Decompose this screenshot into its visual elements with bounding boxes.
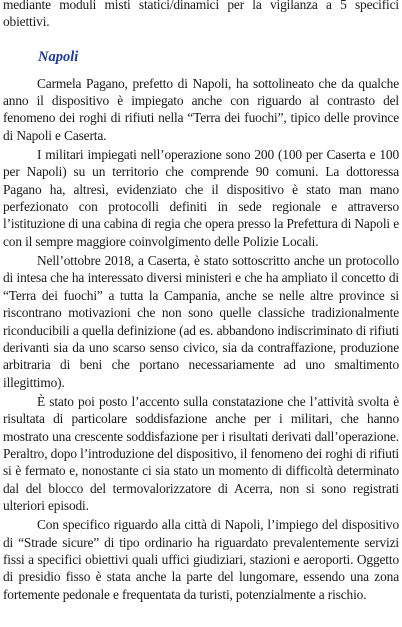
paragraph-pagano: Carmela Pagano, prefetto di Napoli, ha sottolineato che da qualche anno il dispositivo è impiegato anche con riguardo al contrasto del fenomeno dei roghi di rifiuti nella “Terra dei fuochi”, tipico delle province di Napoli e Caserta. [3, 75, 399, 143]
section-heading: Napoli [38, 48, 79, 65]
paragraph-citta-napoli: Con specifico riguardo alla città di Napoli, l’impiego del dispositivo di “Strade sicure” di tipo ordinario ha riguardato prevalentemente servizi fissi a specifici obiettivi quali uffici giudiziari, stazioni e aeroporti. Oggetto di presidio fisso è stata anche la parte del lungomare, essendo una zona fortemente pedonale e frequentata da turisti, potenzialmente a rischio. [3, 517, 399, 602]
paragraph-militari: I militari impiegati nell’operazione sono 200 (100 per Caserta e 100 per Napoli) su un territorio che comprende 90 comuni. La dottoressa Pagano ha, altresì, evidenziato che il dispositivo è stato man mano perfezionato con protocolli definiti in sede regionale e attraverso l’istituzione di una cabina di regia che opera presso la Prefettura di Napoli e con il sempre maggiore coinvolgimento delle Polizie Locali. [3, 147, 399, 249]
paragraph-ottobre-2018: Nell’ottobre 2018, a Caserta, è stato sottoscritto anche un protocollo di intesa che ha interessato diversi ministeri e che ha ampliato il concetto di “Terra dei fuochi” a tutta la Campania, anche se nelle altre province si riscontrano motivazioni che non sono quelle classiche tradizionalmente riconducibili a quella definizione (ad es. abbandono indiscriminato di rifiuti derivanti sia da uno scarso senso civico, sia da contraffazione, produzione arbitraria di beni che portano necessariamente ad uno smaltimento illegittimo). [3, 253, 399, 390]
paragraph-accento: È stato poi posto l’accento sulla constatazione che l’attività svolta è risultata di particolare soddisfazione anche per i militari, che hanno mostrato una crescente soddisfazione per i risultati derivati dall’operazione. Peraltro, dopo l’introduzione del dispositivo, il fenomeno dei roghi di rifiuti si è fermato e, nonostante ci sia stato un momento di difficoltà determinato dal del blocco del termovalorizzatore di Acerra, non si sono registrati ulteriori episodi. [3, 393, 399, 513]
intro-fragment: mediante moduli misti statici/dinamici per la vigilanza a 5 specifici obiettivi. [3, 0, 399, 30]
